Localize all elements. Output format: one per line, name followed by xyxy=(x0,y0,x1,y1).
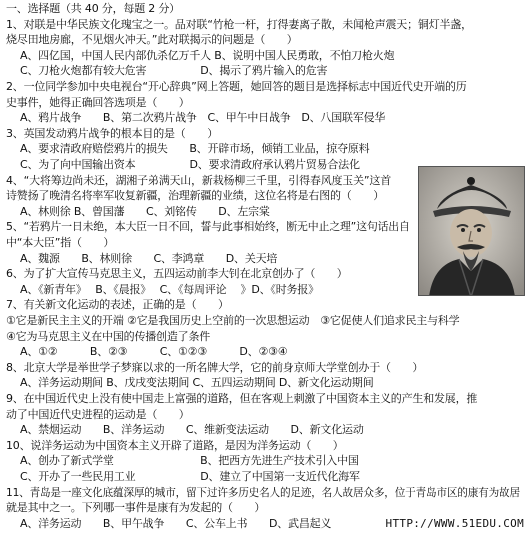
question-1-stem: 1、对联是中华民族文化瑰宝之一。品对联“竹枪一杆，打得妻离子散，未闻枪声震天；铜灯半盏， xyxy=(6,17,472,31)
question-11-options: A、洋务运动 B、甲午战争 C、公车上书 D、武昌起义 xyxy=(20,516,332,530)
question-5-stem: 5、“若鸦片一日未绝，本大臣一日不回，誓与此事相始终，断无中止之理”这句话出自 xyxy=(6,220,410,234)
question-5-stem-cont: 中“本大臣”指（ ） xyxy=(6,236,115,249)
question-5-options: A、魏源 B、林则徐 C、李鸿章 D、关天培 xyxy=(20,251,278,265)
question-7-options: A、①② B、②③ C、①②③ D、②③④ xyxy=(20,345,288,359)
question-7-stem: 7、有关新文化运动的表述，正确的是（ ） xyxy=(6,298,229,312)
portrait-image xyxy=(418,166,525,296)
question-1-stem-cont: 烧尽田地房廊，不见烟火冲天。”此对联揭示的问题是（ ） xyxy=(6,33,298,47)
question-10-options-cd: C、开办了一些民用工业 D、建立了中国第一支近代化海军 xyxy=(20,470,360,483)
question-3-options-ab: A、要求清政府赔偿鸦片的损失 B、开辟市场，倾销工业品，掠夺原料 xyxy=(20,142,370,156)
question-9-options: A、禁烟运动 B、洋务运动 C、维新变法运动 D、新文化运动 xyxy=(20,423,364,437)
question-6-options: A、《新青年》 B、《晨报》 C、《每周评论 》D、《时务报》 xyxy=(20,282,319,296)
website-watermark: HTTP://WWW.51EDU.COM xyxy=(385,517,524,530)
question-9-stem: 9、在中国近代史上没有使中国走上富强的道路，但在客观上刺激了中国资本主义的产生和发展，推 xyxy=(6,392,478,405)
question-2-stem-cont: 史事件，她得正确回答选项是（ ） xyxy=(6,95,190,109)
question-6-stem: 6、为了扩大宣传马克思主义，五四运动前李大钊在北京创办了（ ） xyxy=(6,267,348,281)
question-4-stem-cont: 诗赞扬了晚清名将率军收复新疆，治理新疆的业绩，这位名将是右图的（ ） xyxy=(6,189,384,203)
question-3-stem: 3、英国发动鸦片战争的根本目的是（ ） xyxy=(6,126,218,140)
question-3-options-cd: C、为了向中国输出资本 D、要求清政府承认鸦片贸易合法化 xyxy=(20,158,360,171)
question-2-stem: 2、一位同学参加中央电视台“开心辞典”网上答题，她回答的题目是选择标志中国近代史开端的历 xyxy=(6,80,467,93)
question-7-statements: ①它是新民主主义的开端 ②它是我国历史上空前的一次思想运动 ③它促使人们追求民主与科学 xyxy=(6,314,460,327)
question-8-stem: 8、北京大学是举世学子梦寐以求的一所名牌大学，它的前身京师大学堂创办于（ ） xyxy=(6,360,424,374)
question-7-statements-cont: ④它为马克思主义在中国的传播创造了条件 xyxy=(6,329,211,343)
question-8-options: A、洋务运动期间 B、戊戌变法期间 C、五四运动期间 D、新文化运动期间 xyxy=(20,376,374,390)
question-1-options-cd: C、刀枪火炮都有较大危害 D、揭示了鸦片输入的危害 xyxy=(20,64,328,78)
portrait-of-zuo-zongtang-icon xyxy=(419,167,524,296)
question-11-stem: 11、青岛是一座文化底蕴深厚的城市，留下过许多历史名人的足迹，名人故居众多，位于青岛市区的康有为故居 xyxy=(6,485,520,499)
question-10-options-ab: A、创办了新式学堂 B、把西方先进生产技术引入中国 xyxy=(20,454,359,468)
question-4-stem: 4、“大将筹边尚未还，湖湘子弟满天山，新栽杨柳三千里，引得春风度玉关”这首 xyxy=(6,173,391,187)
section-heading: 一、选择题（共 40 分，每题 2 分） xyxy=(6,2,180,15)
question-4-options: A、林则徐 B、曾国藩 C、刘铭传 D、左宗棠 xyxy=(20,204,270,218)
question-9-stem-cont: 动了中国近代史进程的运动是（ ） xyxy=(6,407,190,421)
question-1-options-ab: A、四亿国，中国人民内部仇杀亿万千人 B、说明中国人民勇敢，不怕刀枪火炮 xyxy=(20,48,395,62)
question-10-stem: 10、说洋务运动为中国资本主义开辟了道路，是因为洋务运动（ ） xyxy=(6,438,344,452)
question-11-stem-cont: 就是其中之一。下列哪一事件是康有为发起的（ ） xyxy=(6,501,266,515)
question-2-options: A、鸦片战争 B、第二次鸦片战争 C、甲午中日战争 D、八国联军侵华 xyxy=(20,111,386,125)
